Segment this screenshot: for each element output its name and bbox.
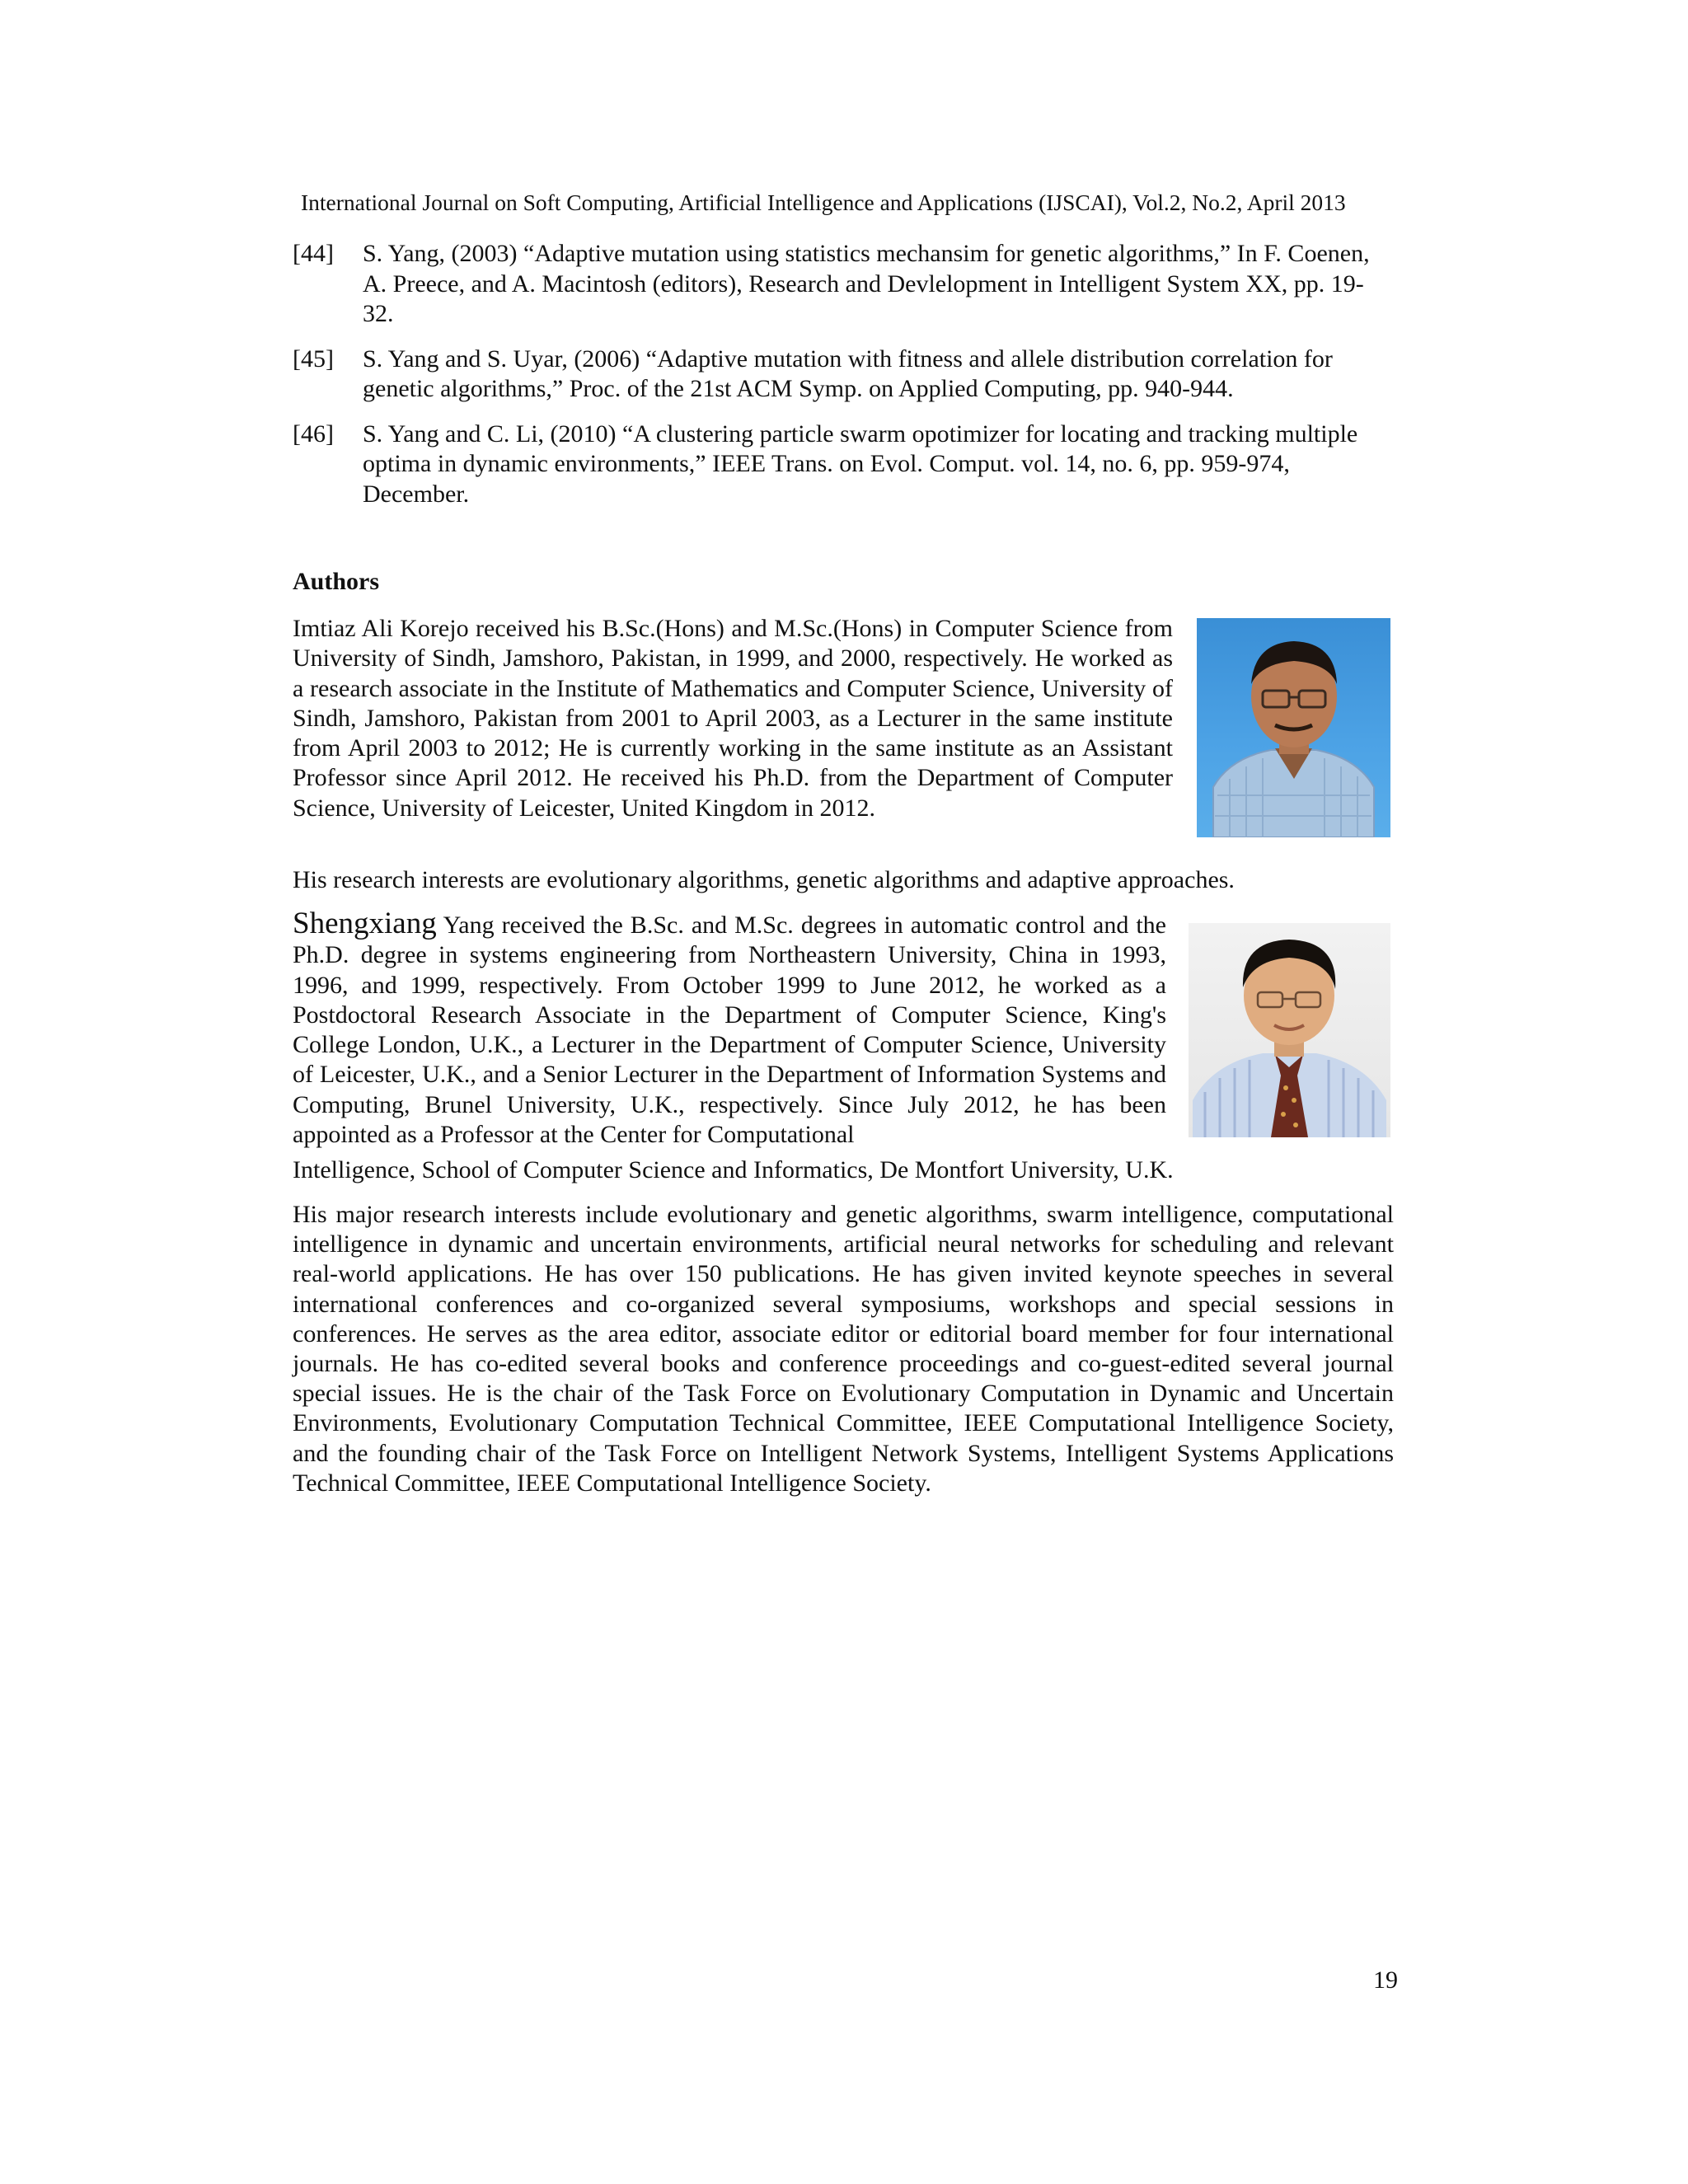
author2-photo xyxy=(1189,923,1390,1137)
author2-bio-last-line: Intelligence, School of Computer Science and Informatics, De Montfort University, U.K. xyxy=(293,1156,1174,1183)
running-head: International Journal on Soft Computing, Artificial Intelligence and Applications (IJSCAI), Vol.2, No.2, April 2013 xyxy=(301,190,1346,215)
author1-photo xyxy=(1197,618,1390,837)
reference-item xyxy=(293,344,1393,405)
reference-text: S. Yang and S. Uyar, (2006) “Adaptive mutation with fitness and allele distribution correlation for genetic algorithms,” Proc. of the 21st ACM Symp. on Applied Computing, pp. 940-944. xyxy=(363,344,1333,402)
reference-item xyxy=(293,239,1393,330)
reference-number: [46] xyxy=(293,419,334,448)
author2-first-name: Shengxiang xyxy=(293,907,437,940)
author1-portrait-icon xyxy=(1197,618,1390,837)
author1-interests: His research interests are evolutionary algorithms, genetic algorithms and adaptive approaches. xyxy=(293,866,1235,893)
reference-number: [45] xyxy=(293,344,334,373)
author2-bio xyxy=(293,909,1166,1150)
page-number: 19 xyxy=(1373,1966,1398,1994)
authors-heading: Authors xyxy=(293,568,380,595)
reference-text: S. Yang and C. Li, (2010) “A clustering particle swarm opotimizer for locating and tracking multiple optima in dynamic environments,” IEEE Trans. on Evol. Comput. vol. 14, no. 6, pp. 959-974, December. xyxy=(363,419,1358,508)
author2-interests: His major research interests include evolutionary and genetic algorithms, swarm intelligence, computational intelligence in dynamic and uncertain environments, artificial neural networks for scheduling and relevant real-world applications. He has over 150 publications. He has given invited keynote speeches in several international conferences and co-organized several symposiums, workshops and special sessions in conferences. He serves as the area editor, associate editor or editorial board member for four international journals. He has co-edited several books and conference proceedings and co-guest-edited several journal special issues. He is the chair of the Task Force on Evolutionary Computation in Dynamic and Uncertain Environments, Evolutionary Computation Technical Committee, IEEE Computational Intelligence Society, and the founding chair of the Task Force on Intelligent Network Systems, Intelligent Systems Applications Technical Committee, IEEE Computational Intelligence Society. xyxy=(293,1201,1394,1497)
reference-number: [44] xyxy=(293,240,334,267)
author2-bio-text: Yang received the B.Sc. and M.Sc. degrees in automatic control and the Ph.D. degree in systems engineering from Northeastern University, China in 1993, 1996, and 1999, respectively. From October 1999 to June 2012, he worked as a Postdoctoral Research Associate in the Department of Computer Science, King's College London, U.K., a Lecturer in the Department of Computer Science, University of Leicester, U.K., and a Senior Lecturer in the Department of Information Systems and Computing, Brunel University, U.K., respectively. Since July 2012, he has been appointed as a Professor at the Center for Computational xyxy=(293,912,1166,1149)
author1-bio: Imtiaz Ali Korejo received his B.Sc.(Hons) and M.Sc.(Hons) in Computer Science from University of Sindh, Jamshoro, Pakistan, in 1999, and 2000, respectively. He worked as a research associate in the Institute of Mathematics and Computer Science, University of Sindh, Jamshoro, Pakistan from 2001 to April 2003, as a Lecturer in the same institute from April 2003 to 2012; He is currently working in the same institute as an Assistant Professor since April 2012. He received his Ph.D. from the Department of Computer Science, University of Leicester, United Kingdom in 2012. xyxy=(293,615,1173,822)
reference-text: S. Yang, (2003) “Adaptive mutation using statistics mechansim for genetic algorithms,” In F. Coenen, A. Preece, and A. Macintosh (editors), Research and Devlelopment in Intelligent System XX, pp. 19-32. xyxy=(363,240,1370,327)
author2-portrait-icon xyxy=(1189,923,1390,1137)
reference-item xyxy=(293,419,1393,510)
reference-list xyxy=(293,239,1393,524)
